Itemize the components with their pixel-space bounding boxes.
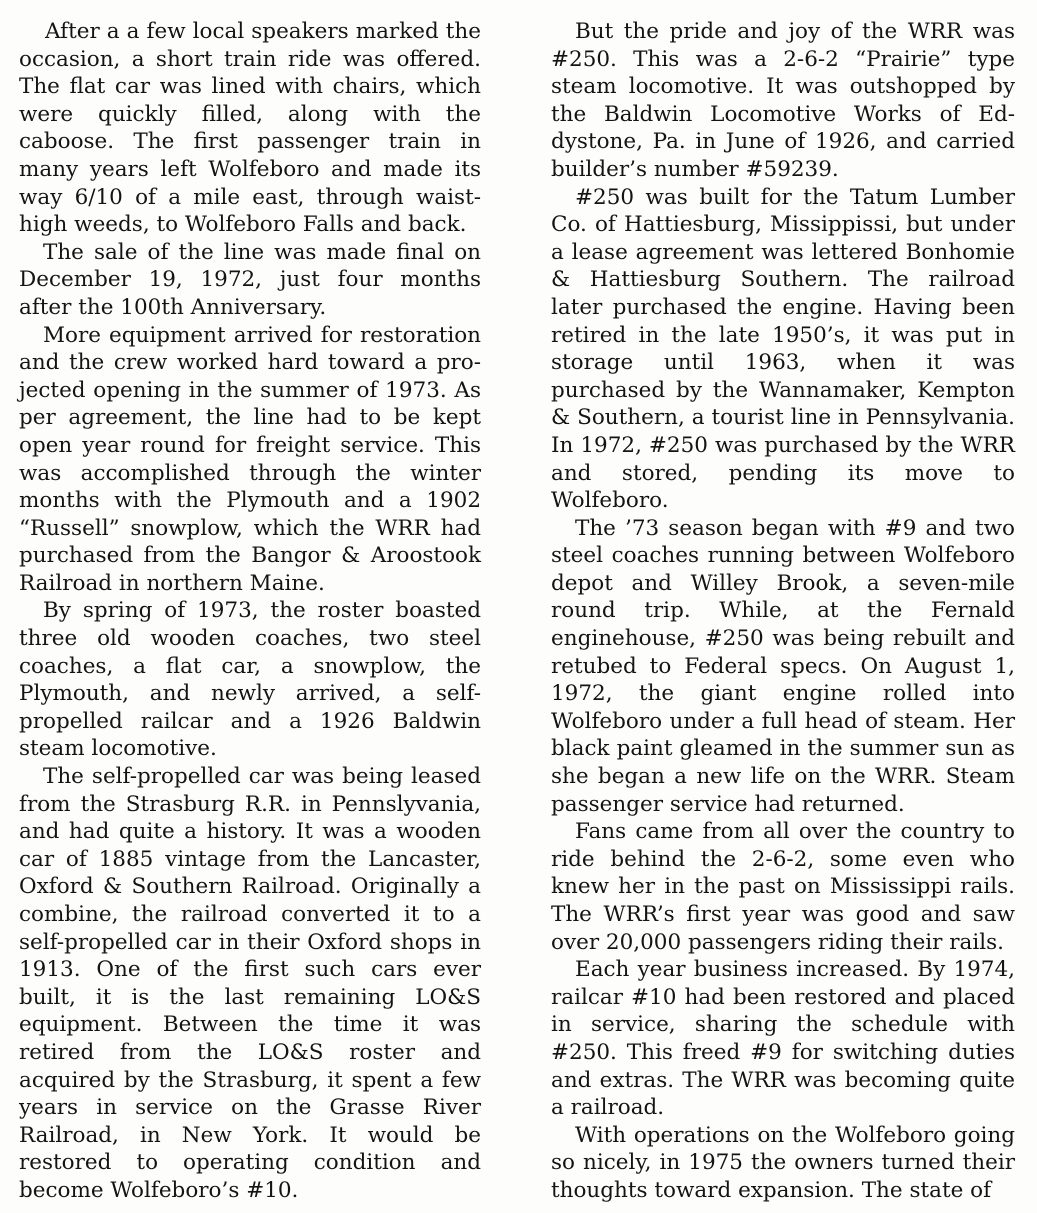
paragraph: With operations on the Wolfeboro going so nicely, in 1975 the owners turned their thoughts toward expansion. The state of: [551, 1122, 1015, 1203]
right-text-column: [551, 18, 1015, 1205]
paragraph: By spring of 1973, the roster boasted three old wooden coaches, two steel coaches, a flat car, a snowplow, the Plymouth, and newly arrived, a self-propelled railcar and a 1926 Baldwin steam locomotive.: [19, 598, 481, 762]
paragraph: After a a few local speakers marked the occasion, a short train ride was offered. The flat car was lined with chairs, which were quickly filled, along with the caboose. The first passenger train in many years left Wolfeboro and made its way 6/10 of a mile east, through waist-high weeds, to Wolfeboro Falls and back.: [19, 19, 481, 238]
paragraph: Fans came from all over the country to ride behind the 2-6-2, some even who knew her in the past on Mississippi rails. The WRR’s first year was good and saw over 20,000 passengers riding their rails.: [551, 819, 1015, 955]
paragraph: More equipment arrived for restoration and the crew worked hard toward a projected opening in the summer of 1973. As per agreement, the line had to be kept open year round for freight service. This was accomplished through the winter months with the Plymouth and a 1902 “Russell” snowplow, which the WRR had purchased from the Bangor & Aroostook Railroad in northern Maine.: [19, 322, 481, 596]
paragraph: #250 was built for the Tatum Lumber Co. of Hattiesburg, Missippissi, but under a lease agreement was lettered Bonhomie & Hattiesburg Southern. The railroad later purchased the engine. Having been retired in the late 1950’s, it was put in storage until 1963, when it was purchased by the Wannamaker, Kempton & Southern, a tourist line in Pennsylvania. In 1972, #250 was purchased by the WRR and stored, pending its move to Wolfeboro.: [551, 184, 1015, 514]
left-text-column: [19, 18, 481, 1205]
paragraph: The ’73 season began with #9 and two steel coaches running between Wolfeboro depot and Willey Brook, a seven-mile round trip. While, at the Fernald enginehouse, #250 was being rebuilt and retubed to Federal specs. On August 1, 1972, the giant engine rolled into Wolfeboro under a full head of steam. Her black paint gleamed in the summer sun as she began a new life on the WRR. Steam passenger service had returned.: [551, 515, 1015, 817]
paragraph: The sale of the line was made final on December 19, 1972, just four months after the 100th Anniversary.: [19, 239, 481, 320]
paragraph: The self-propelled car was being leased from the Strasburg R.R. in Pennslyvania, and had quite a history. It was a wooden car of 1885 vintage from the Lancaster, Oxford & Southern Railroad. Originally a combine, the railroad converted it to a self-propelled car in their Oxford shops in 1913. One of the first such cars ever built, it is the last remaining LO&S equipment. Between the time it was retired from the LO&S roster and acquired by the Strasburg, it spent a few years in service on the Grasse River Railroad, in New York. It would be restored to operating condition and become Wolfeboro’s #10.: [19, 764, 481, 1203]
paragraph: Each year business increased. By 1974, railcar #10 had been restored and placed in service, sharing the schedule with #250. This freed #9 for switching duties and extras. The WRR was becoming quite a railroad.: [551, 957, 1015, 1121]
paragraph: But the pride and joy of the WRR was #250. This was a 2-6-2 “Prairie” type steam locomotive. It was outshopped by the Baldwin Locomotive Works of Eddystone, Pa. in June of 1926, and carried builder’s number #59239.: [551, 19, 1015, 182]
